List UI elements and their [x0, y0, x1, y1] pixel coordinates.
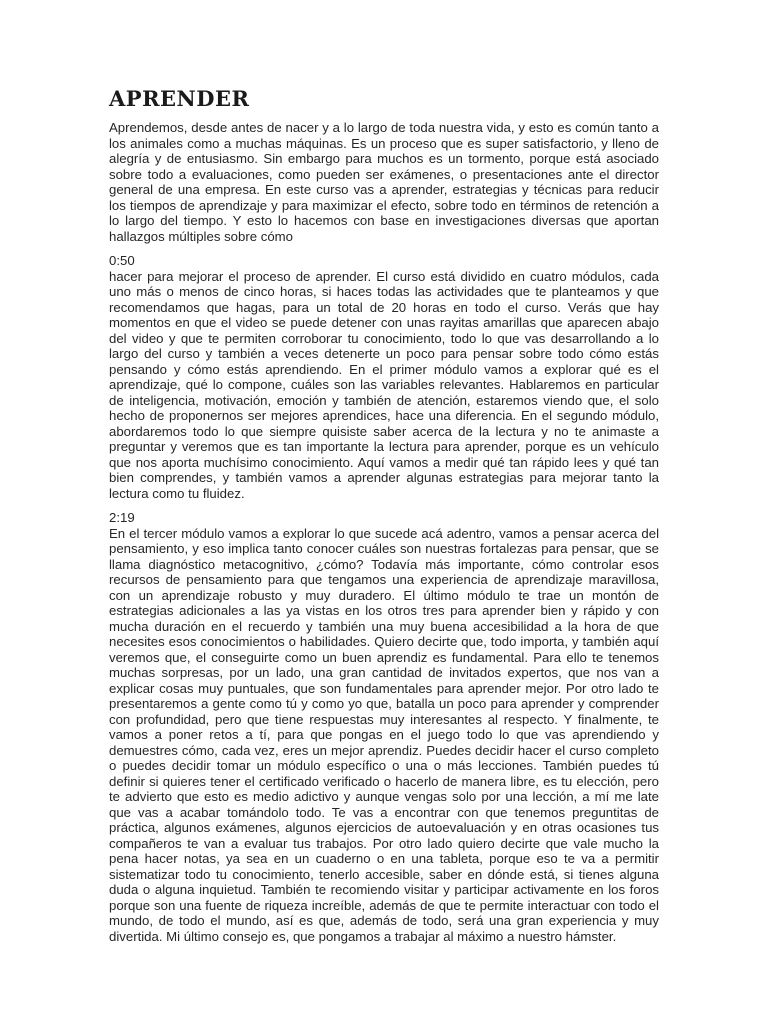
document-title: APRENDER — [109, 86, 250, 111]
paragraph-text: hacer para mejorar el proceso de aprender. El curso está dividido en cuatro módulos, cada uno más o menos de cinco horas, si haces todas las actividades que te planteamos y que recomendamos que hagas, para un total de 20 horas en todo el curso. Verás que hay momentos en que el video se puede detener con unas rayitas amarillas que aparecen abajo del video y que te permiten corroborar tu conocimiento, todo lo que vas desarrollando a lo largo del curso y también a veces detenerte un poco para pensar sobre todo cómo estás pensando y cómo estás aprendiendo. En el primer módulo vamos a explorar qué es el aprendizaje, qué lo compone, cuáles son las variables relevantes. Hablaremos en particular de inteligencia, motivación, emoción y también de atención, estaremos viendo que, el solo hecho de proponernos ser mejores aprendices, hace una diferencia. En el segundo módulo, abordaremos todo lo que siempre quisiste saber acerca de la lectura y no te animaste a preguntar y veremos que es tan importante la lectura para aprender, porque es un vehículo que nos aporta muchísimo conocimiento. Aquí vamos a medir qué tan rápido lees y qué tan bien comprendes, y también vamos a aprender algunas estrategias para mejorar tanto la lectura como tu fluidez. — [109, 268, 659, 501]
paragraph-section-2-19 — [109, 510, 659, 944]
paragraph-text: En el tercer módulo vamos a explorar lo que sucede acá adentro, vamos a pensar acerca del pensamiento, y eso implica tanto conocer cuáles son nuestras fortalezas para pensar, que se llama diagnóstico metacognitivo, ¿cómo? Todavía más importante, cómo controlar esos recursos de pensamiento para que tengamos una experiencia de aprendizaje maravillosa, con un aprendizaje robusto y muy duradero. El último módulo te trae un montón de estrategias adicionales a las ya vistas en los otros tres para aprender bien y rápido y con mucha duración en el recuerdo y también una muy buena accesibilidad a la hora de que necesites esos conocimientos o habilidades. Quiero decirte que, todo importa, y también aquí veremos que, el conseguirte como un buen aprendiz es fundamental. Para ello te tenemos muchas sorpresas, por un lado, una gran cantidad de invitados expertos, que nos van a explicar cosas muy puntuales, que son fundamentales para aprender mejor. Por otro lado te presentaremos a gente como tú y como yo que, batalla un poco para aprender y comprender con profundidad, pero que tiene respuestas muy interesantes al respecto. Y finalmente, te vamos a poner retos a tí, para que pongas en el juego todo lo que vas aprendiendo y demuestres cómo, cada vez, eres un mejor aprendiz. Puedes decidir hacer el curso completo o puedes decidir tomar un módulo específico o una o más lecciones. También puedes tú definir si quieres tener el certificado verificado o hacerlo de manera libre, es tu elección, pero te advierto que esto es medio adictivo y aunque vengas solo por una lección, a mí me late que vas a acabar tomándolo todo. Te vas a encontrar con que tenemos preguntitas de práctica, algunos exámenes, algunos ejercicios de autoevaluación y en otras ocasiones tus compañeros te van a evaluar tus trabajos. Por otro lado quiero decirte que vale mucho la pena hacer notas, ya sea en un cuaderno o en una tableta, porque eso te va a permitir sistematizar todo tu conocimiento, tenerlo accesible, saber en dónde está, si tienes alguna duda o alguna inquietud. También te recomiendo visitar y participar activamente en los foros porque son una fuente de riqueza increíble, además de que te permite interactuar con todo el mundo, de todo el mundo, así es que, además de todo, será una gran experiencia y muy divertida. Mi último consejo es, que pongamos a trabajar al máximo a nuestro hámster. — [109, 525, 659, 944]
paragraph-section-0-50 — [109, 253, 659, 501]
paragraph-text: Aprendemos, desde antes de nacer y a lo largo de toda nuestra vida, y esto es común tanto a los animales como a muchas máquinas. Es un proceso que es super satisfactorio, y lleno de alegría y de entusiasmo. Sin embargo para muchos es un tormento, porque está asociado sobre todo a evaluaciones, como pueden ser exámenes, o presentaciones ante el director general de una empresa. En este curso vas a aprender, estrategias y técnicas para reducir los tiempos de aprendizaje y para maximizar el efecto, sobre todo en términos de retención a lo largo del tiempo. Y esto lo hacemos con base en investigaciones diversas que aportan hallazgos múltiples sobre cómo — [109, 120, 659, 244]
paragraph-intro — [109, 120, 659, 244]
timestamp: 0:50 — [109, 253, 135, 268]
timestamp: 2:19 — [109, 510, 135, 525]
document-page — [109, 86, 659, 953]
